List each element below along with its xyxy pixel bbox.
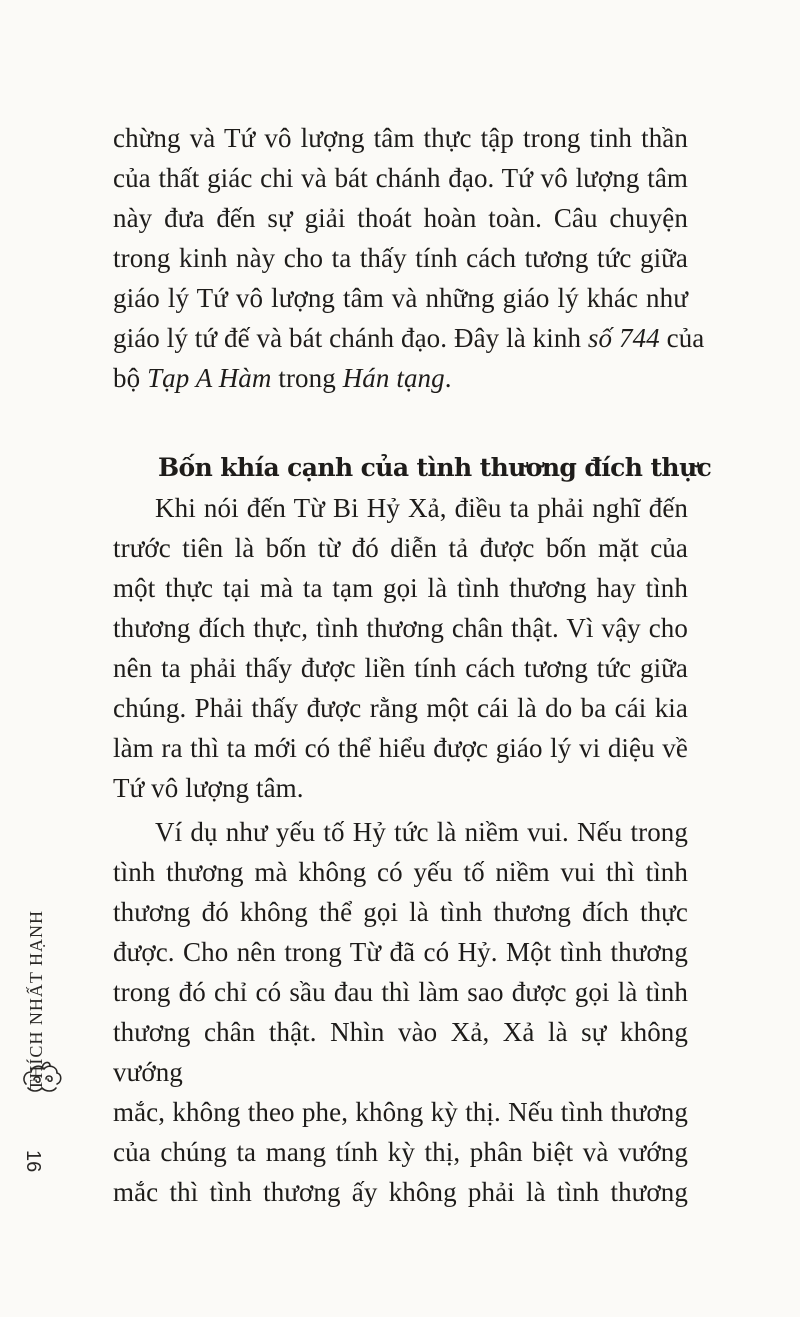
text-line: Ví dụ như yếu tố Hỷ tức là niềm vui. Nếu trong — [155, 817, 688, 847]
book-title: Tạp A Hàm — [147, 363, 272, 393]
text-line: giáo lý tứ đế và bát chánh đạo. Đây là kinh số 744 của — [113, 323, 705, 353]
text-line: chừng và Tứ vô lượng tâm thực tập trong tinh thần — [113, 123, 688, 153]
text-line: làm ra thì ta mới có thể hiểu được giáo lý vi diệu về — [113, 733, 688, 763]
text-line: trong kinh này cho ta thấy tính cách tương tức giữa — [113, 243, 688, 273]
text-line: giáo lý Tứ vô lượng tâm và những giáo lý khác như — [113, 283, 688, 313]
sutra-number: số 744 — [587, 323, 660, 353]
text-line: được. Cho nên trong Từ đã có Hỷ. Một tình thương — [113, 937, 688, 967]
cloud-ornament-icon — [20, 1058, 64, 1098]
text-line: Khi nói đến Từ Bi Hỷ Xả, điều ta phải nghĩ đến — [155, 493, 688, 523]
text-line: trước tiên là bốn từ đó diễn tả được bốn mặt của — [113, 533, 688, 563]
text-line: của thất giác chi và bát chánh đạo. Tứ vô lượng tâm — [113, 163, 688, 193]
section-heading: Bốn khía cạnh của tình thương đích thực — [158, 453, 712, 482]
text-line: thương đó không thể gọi là tình thương đích thực — [113, 897, 688, 927]
text-line: mắc thì tình thương ấy không phải là tình thương — [113, 1177, 688, 1207]
running-author: THÍCH NHẤT HẠNH — [26, 910, 46, 1091]
text-line: mắc, không theo phe, không kỳ thị. Nếu tình thương — [113, 1097, 688, 1127]
text-line: chúng. Phải thấy được rằng một cái là do ba cái kia — [113, 693, 688, 723]
page-number: 16 — [22, 1150, 44, 1173]
text-line: Tứ vô lượng tâm. — [113, 773, 304, 803]
text-line: này đưa đến sự giải thoát hoàn toàn. Câu chuyện — [113, 203, 688, 233]
text-line: thương đích thực, tình thương chân thật. Vì vậy cho — [113, 613, 688, 643]
text-line: trong đó chỉ có sầu đau thì làm sao được gọi là tình — [113, 977, 688, 1007]
paragraph-1 — [113, 118, 705, 398]
side-margin — [20, 910, 60, 1173]
text-line: bộ Tạp A Hàm trong Hán tạng. — [113, 363, 452, 393]
paragraph-3 — [113, 812, 688, 1212]
text-line: thương chân thật. Nhìn vào Xả, Xả là sự không vướng — [113, 1017, 688, 1087]
text-line: nên ta phải thấy được liền tính cách tương tức giữa — [113, 653, 688, 683]
text-line: của chúng ta mang tính kỳ thị, phân biệt và vướng — [113, 1137, 688, 1167]
canon-title: Hán tạng — [342, 363, 445, 393]
text-line: một thực tại mà ta tạm gọi là tình thương hay tình — [113, 573, 688, 603]
paragraph-2 — [113, 488, 688, 808]
text-line: tình thương mà không có yếu tố niềm vui thì tình — [113, 857, 688, 887]
